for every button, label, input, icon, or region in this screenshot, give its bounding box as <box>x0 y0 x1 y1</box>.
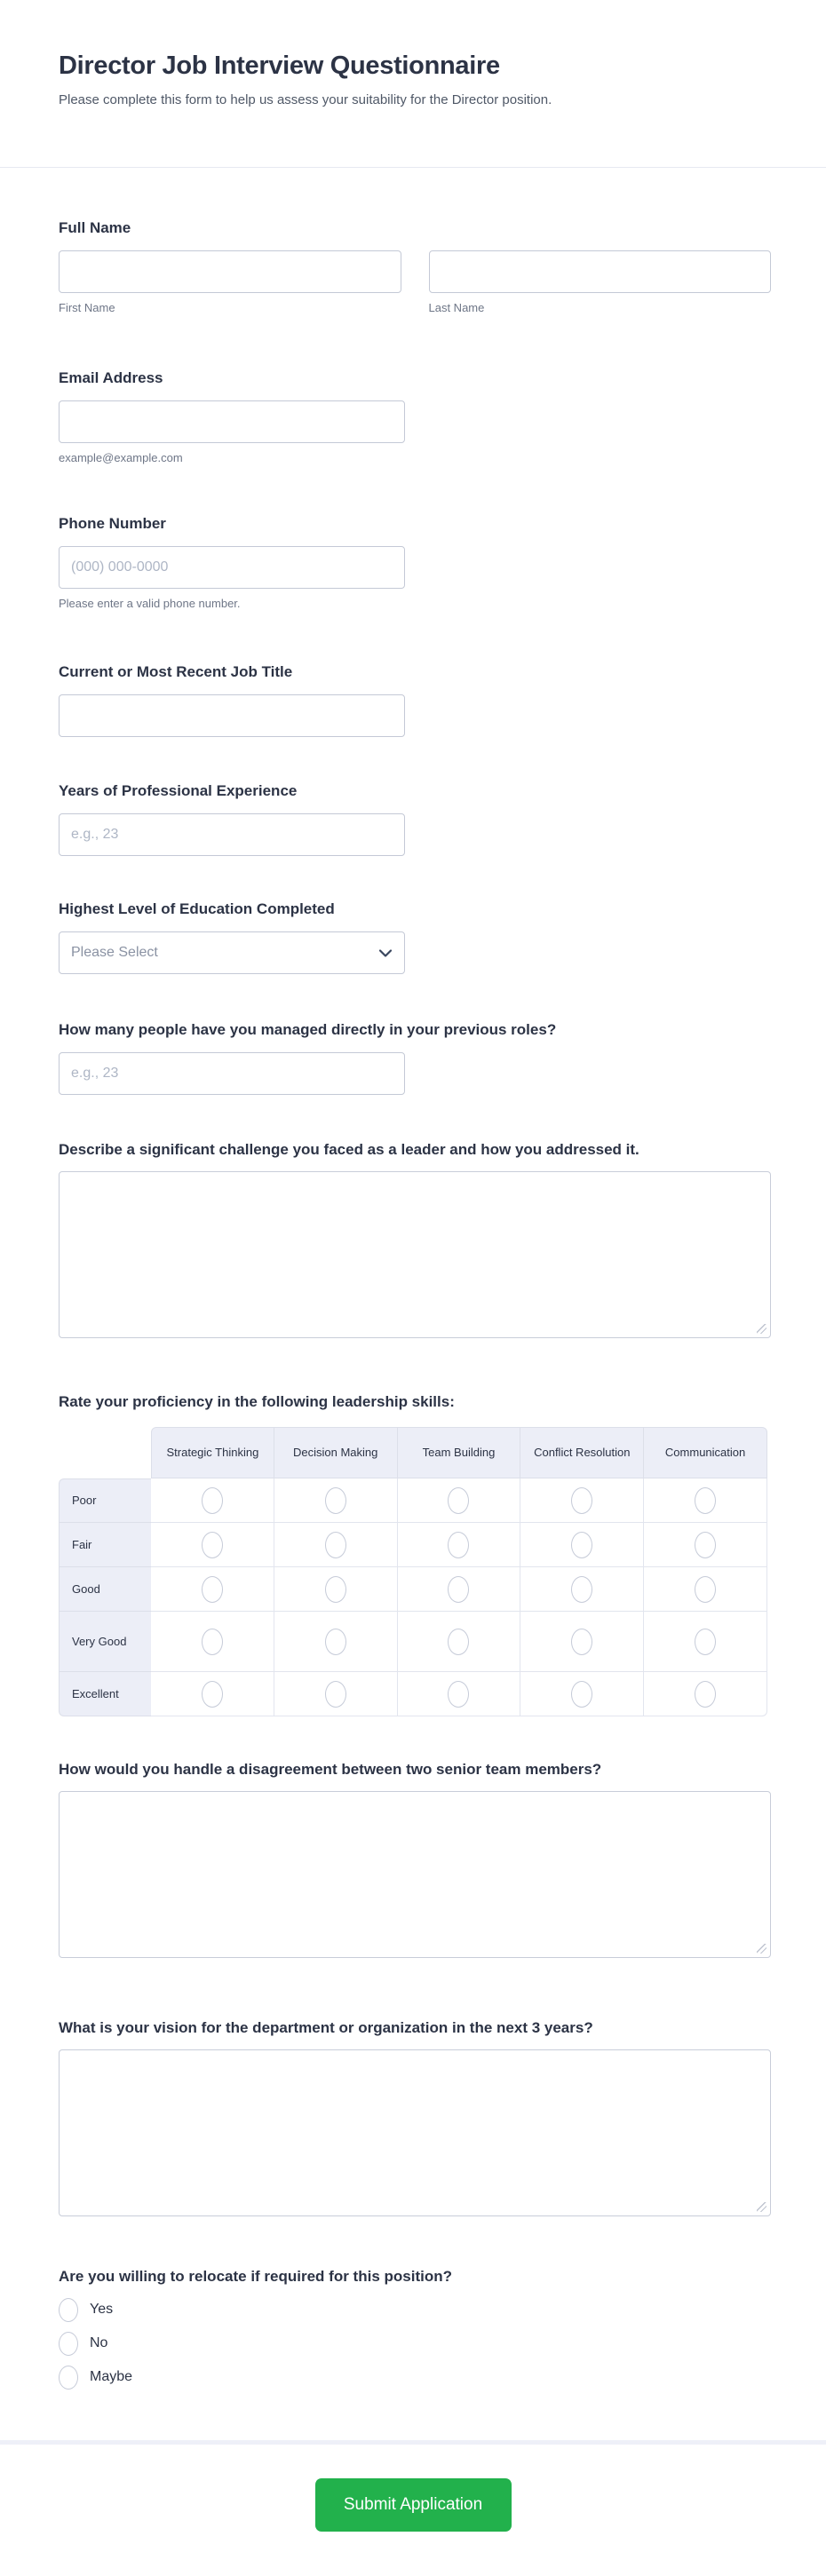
last-name-input[interactable] <box>429 250 772 293</box>
matrix-radio[interactable] <box>325 1681 346 1708</box>
education-select[interactable] <box>59 931 405 974</box>
name-sublabels-row <box>59 293 771 314</box>
challenge-textarea[interactable] <box>59 1171 771 1338</box>
question-job-title <box>59 663 771 737</box>
matrix-radio[interactable] <box>325 1629 346 1655</box>
resize-handle-icon[interactable] <box>757 2202 766 2212</box>
radio-option-maybe[interactable] <box>59 2364 771 2390</box>
matrix-header-row <box>59 1427 767 1478</box>
page-subtitle: Please complete this form to help us assess your suitability for the Director position. <box>59 92 552 107</box>
job-title-input[interactable] <box>59 694 405 737</box>
radio-option-label: No <box>90 2335 108 2350</box>
matrix-radio[interactable] <box>695 1629 716 1655</box>
matrix-col-header: Team Building <box>398 1427 521 1478</box>
matrix-radio[interactable] <box>448 1532 469 1558</box>
matrix-radio[interactable] <box>695 1681 716 1708</box>
experience-input[interactable] <box>59 813 405 856</box>
resize-handle-icon[interactable] <box>757 1324 766 1334</box>
radio-circle-icon[interactable] <box>59 2298 78 2322</box>
question-education <box>59 900 771 974</box>
vision-textarea-wrap <box>59 2049 771 2216</box>
email-sublabel: example@example.com <box>59 451 183 464</box>
matrix-label: Rate your proficiency in the following leadership skills: <box>59 1393 455 1410</box>
matrix-radio[interactable] <box>448 1681 469 1708</box>
education-select-value: Please Select <box>71 945 158 960</box>
submit-button[interactable]: Submit Application <box>315 2478 512 2532</box>
question-email <box>59 369 771 464</box>
question-experience <box>59 782 771 856</box>
matrix-row-header: Good <box>59 1567 151 1612</box>
name-inputs-row <box>59 250 771 293</box>
phone-label: Phone Number <box>59 515 166 532</box>
question-managed <box>59 1021 771 1095</box>
matrix-col-header: Conflict Resolution <box>520 1427 644 1478</box>
matrix-radio[interactable] <box>571 1629 592 1655</box>
chevron-down-icon <box>379 949 392 957</box>
last-name-sublabel: Last Name <box>428 301 485 314</box>
question-phone <box>59 515 771 610</box>
matrix-radio[interactable] <box>448 1629 469 1655</box>
matrix-row-excellent <box>59 1672 767 1716</box>
matrix-radio[interactable] <box>695 1532 716 1558</box>
relocate-options <box>59 2296 771 2390</box>
radio-option-label: Yes <box>90 2302 114 2317</box>
relocate-label: Are you willing to relocate if required for this position? <box>59 2268 452 2285</box>
matrix-col-header: Strategic Thinking <box>151 1427 274 1478</box>
radio-option-yes[interactable] <box>59 2296 771 2323</box>
challenge-textarea-wrap <box>59 1171 771 1338</box>
matrix-radio[interactable] <box>448 1487 469 1514</box>
matrix-radio[interactable] <box>325 1487 346 1514</box>
first-name-sublabel: First Name <box>59 301 115 314</box>
matrix-row-header: Poor <box>59 1478 151 1523</box>
matrix-radio[interactable] <box>695 1576 716 1603</box>
radio-option-no[interactable] <box>59 2330 771 2357</box>
form-footer-divider <box>0 2440 826 2445</box>
job-title-label: Current or Most Recent Job Title <box>59 663 293 680</box>
form-body <box>0 219 826 2390</box>
matrix-row-fair <box>59 1523 767 1567</box>
matrix-table <box>59 1427 767 1716</box>
question-disagreement <box>59 1761 771 1958</box>
matrix-row-poor <box>59 1478 767 1523</box>
question-challenge <box>59 1141 771 1338</box>
page-title: Director Job Interview Questionnaire <box>59 52 500 80</box>
disagreement-textarea-wrap <box>59 1791 771 1958</box>
challenge-label: Describe a significant challenge you faced as a leader and how you addressed it. <box>59 1141 639 1158</box>
vision-label: What is your vision for the department or organization in the next 3 years? <box>59 2019 593 2036</box>
email-label: Email Address <box>59 369 163 386</box>
full-name-label: Full Name <box>59 219 131 236</box>
matrix-radio[interactable] <box>571 1487 592 1514</box>
matrix-radio[interactable] <box>571 1576 592 1603</box>
matrix-radio[interactable] <box>325 1576 346 1603</box>
matrix-radio[interactable] <box>448 1576 469 1603</box>
question-matrix <box>59 1393 771 1716</box>
managed-input[interactable] <box>59 1052 405 1095</box>
email-input[interactable] <box>59 400 405 443</box>
disagreement-label: How would you handle a disagreement between two senior team members? <box>59 1761 602 1778</box>
matrix-radio[interactable] <box>202 1487 223 1514</box>
phone-input[interactable] <box>59 546 405 589</box>
matrix-row-header: Excellent <box>59 1672 151 1716</box>
matrix-corner-cell <box>59 1427 151 1478</box>
matrix-col-header: Communication <box>644 1427 767 1478</box>
question-full-name <box>59 219 771 314</box>
matrix-row-header: Very Good <box>59 1612 151 1672</box>
managed-label: How many people have you managed directly in your previous roles? <box>59 1021 557 1038</box>
matrix-radio[interactable] <box>202 1532 223 1558</box>
matrix-radio[interactable] <box>695 1487 716 1514</box>
first-name-input[interactable] <box>59 250 401 293</box>
radio-circle-icon[interactable] <box>59 2332 78 2356</box>
experience-label: Years of Professional Experience <box>59 782 298 799</box>
matrix-col-header: Decision Making <box>274 1427 398 1478</box>
matrix-radio[interactable] <box>325 1532 346 1558</box>
disagreement-textarea[interactable] <box>59 1791 771 1958</box>
radio-circle-icon[interactable] <box>59 2366 78 2390</box>
phone-sublabel: Please enter a valid phone number. <box>59 597 241 610</box>
question-relocate <box>59 2268 771 2390</box>
matrix-row-good <box>59 1567 767 1612</box>
matrix-row-very-good <box>59 1612 767 1672</box>
matrix-radio[interactable] <box>202 1576 223 1603</box>
question-vision <box>59 2019 771 2216</box>
vision-textarea[interactable] <box>59 2049 771 2216</box>
radio-option-label: Maybe <box>90 2369 133 2384</box>
submit-row <box>0 2478 826 2532</box>
matrix-radio[interactable] <box>571 1681 592 1708</box>
matrix-row-header: Fair <box>59 1523 151 1567</box>
resize-handle-icon[interactable] <box>757 1944 766 1954</box>
form-header <box>0 0 826 168</box>
matrix-radio[interactable] <box>202 1629 223 1655</box>
education-label: Highest Level of Education Completed <box>59 900 335 917</box>
matrix-radio[interactable] <box>571 1532 592 1558</box>
matrix-radio[interactable] <box>202 1681 223 1708</box>
